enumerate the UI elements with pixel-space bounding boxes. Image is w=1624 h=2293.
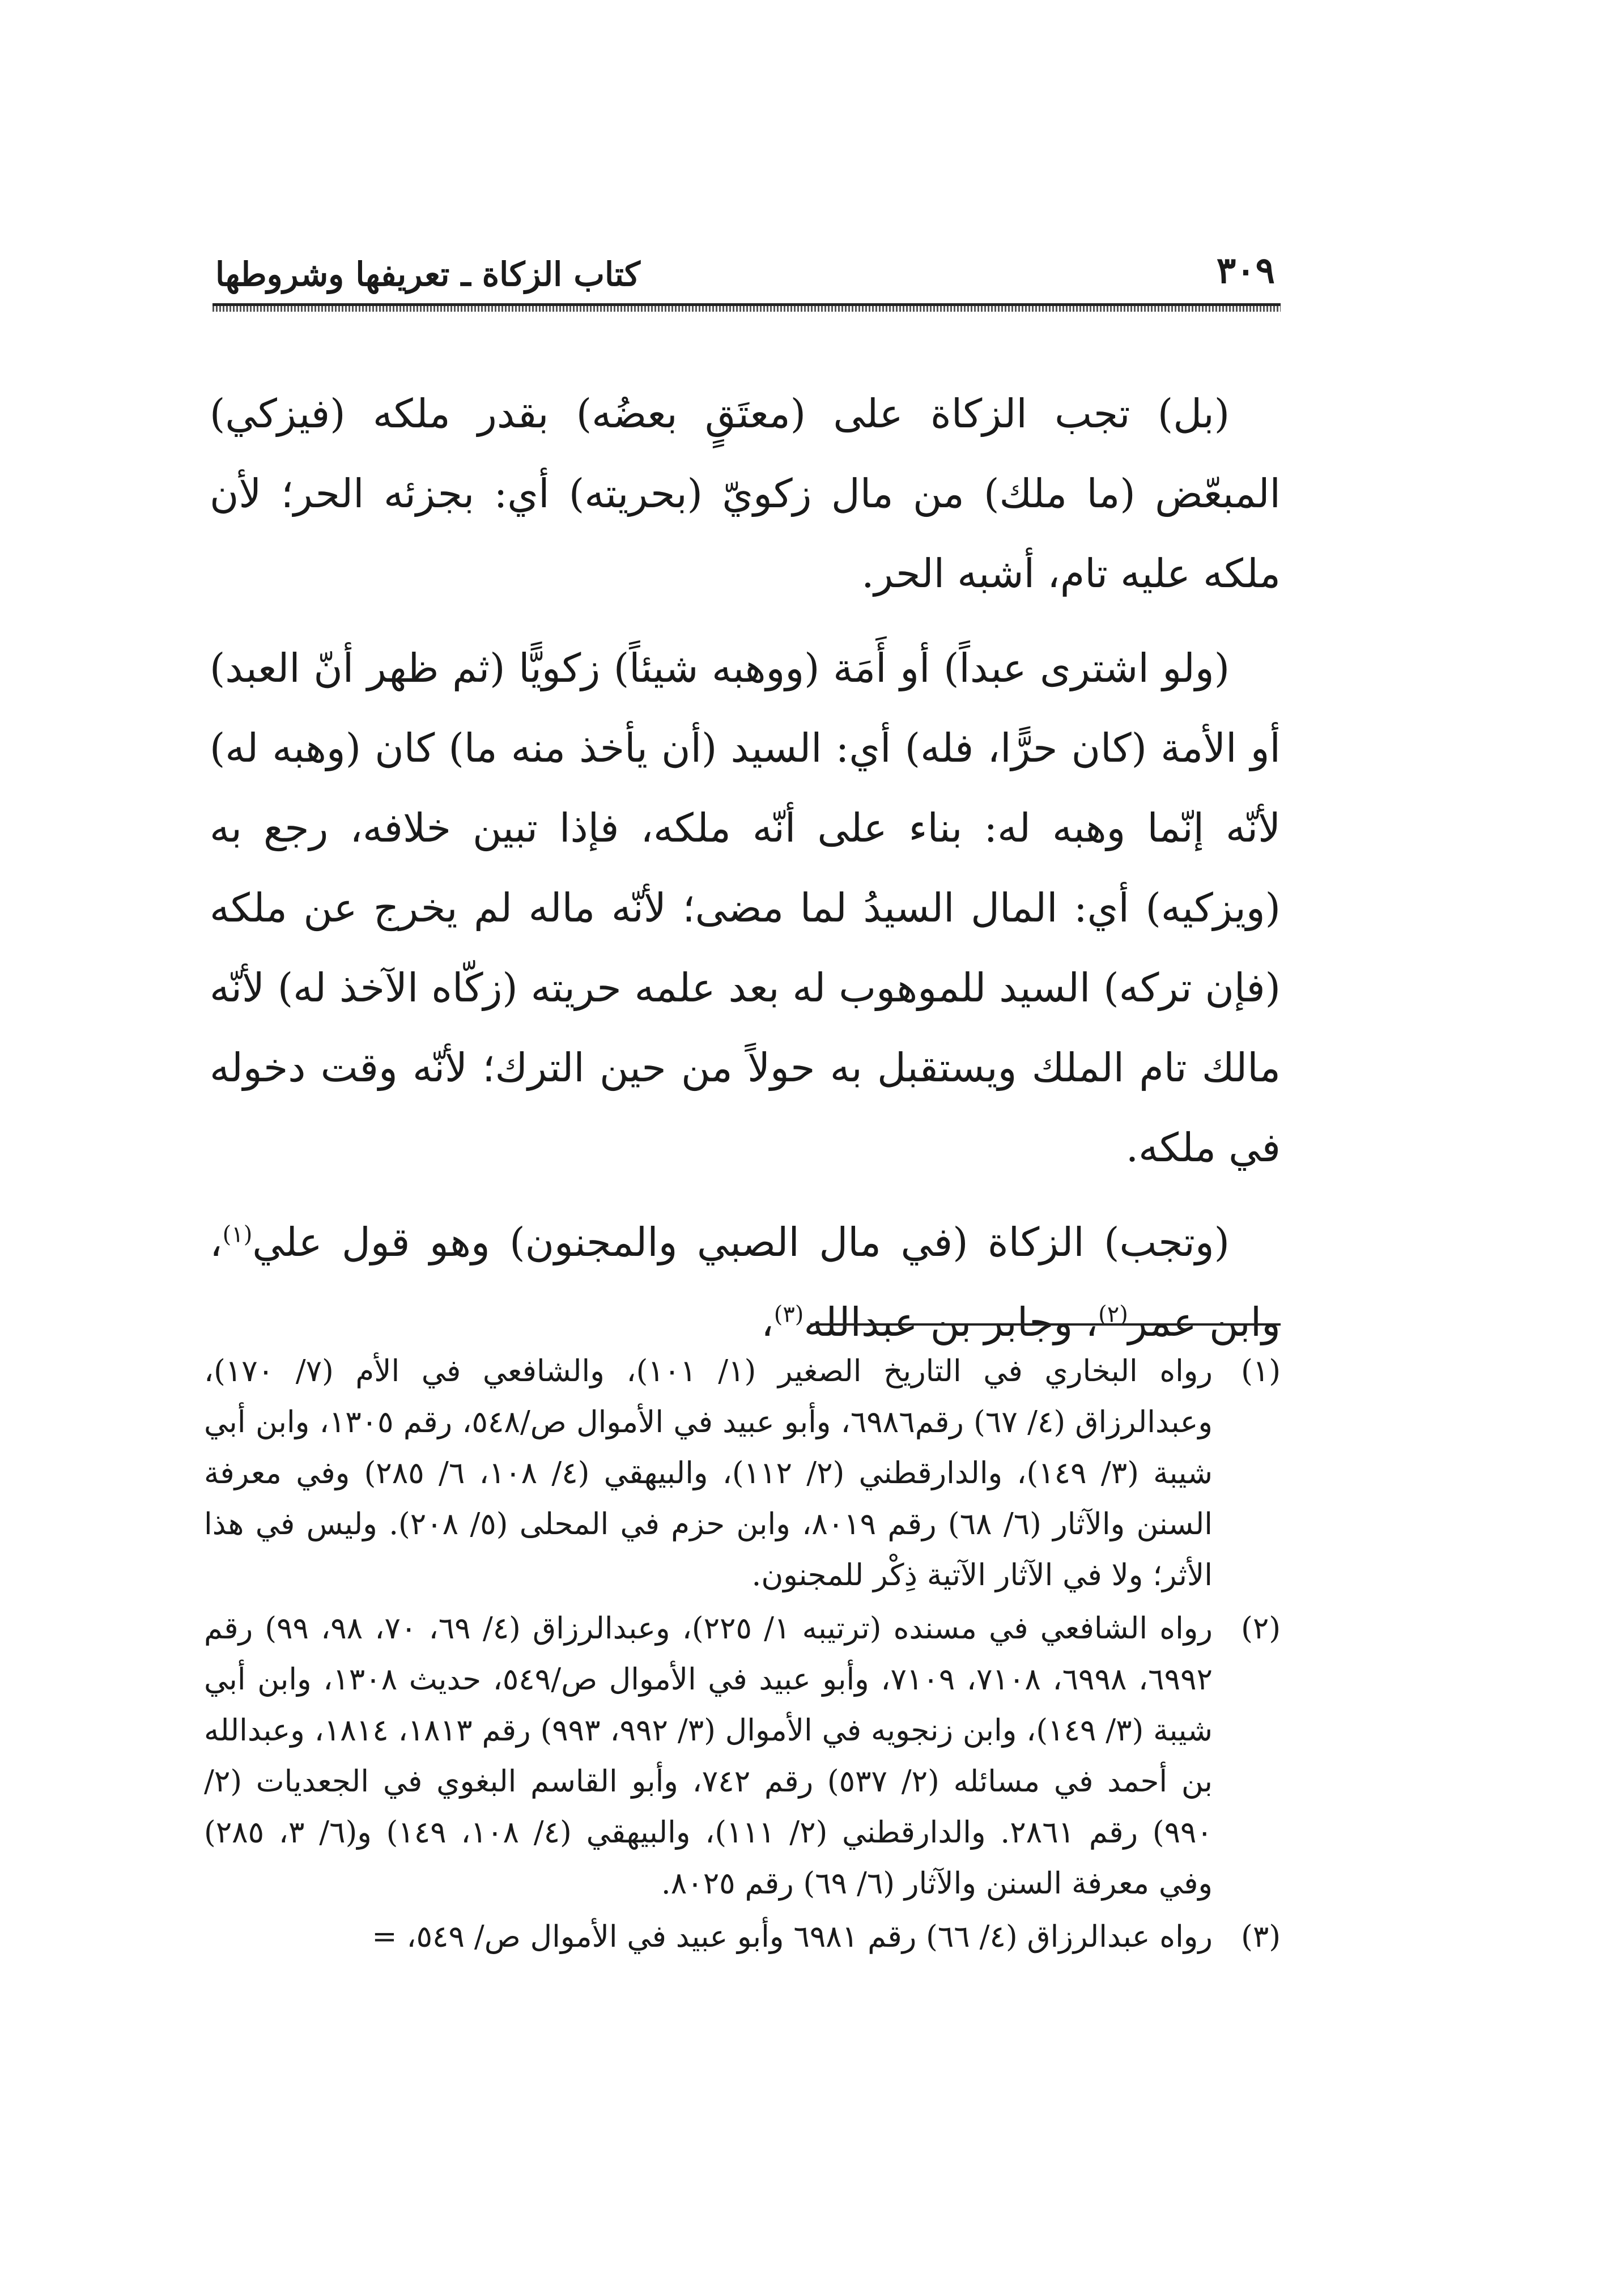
page-number: ٣٠٩	[1216, 249, 1275, 292]
footnote-1	[204, 1346, 1281, 1601]
footnote-text: رواه الشافعي في مسنده (ترتيبه ١/ ٢٢٥)، وعبدالرزاق (٤/ ٦٩، ٧٠، ٩٨، ٩٩) رقم ٦٩٩٢، ٦٩٩٨، ٧١٠٨، ٧١٠٩، وأبو عبيد في الأموال ص/٥٤٩، حديث ١٣٠٨، وابن أبي شيبة (٣/ ١٤٩)، وابن زنجويه في الأموال (٣/ ٩٩٢، ٩٩٣) رقم ١٨١٣، ١٨١٤، وعبدالله بن أحمد في مسائله (٢/ ٥٣٧) رقم ٧٤٢، وأبو القاسم البغوي في الجعديات (٢/ ٩٩٠) رقم ٢٨٦١. والدارقطني (٢/ ١١١)، والبيهقي (٤/ ١٠٨، ١٤٩) و(٦/ ٣، ٢٨٥) وفي معرفة السنن والآثار (٦/ ٦٩) رقم ٨٠٢٥.	[204, 1611, 1213, 1901]
footnote-3	[204, 1912, 1281, 1963]
footnote-2	[204, 1603, 1281, 1909]
footnote-number: (١)	[1241, 1354, 1281, 1388]
page-header	[215, 238, 1275, 300]
footnotes	[204, 1346, 1281, 1965]
paragraph-1: (بل) تجب الزكاة على (معتَقٍ بعضُه) بقدر ملكه (فيزكي) المبعّض (ما ملك) من مال زكويّ (بحريته) أي: بجزئه الحر؛ لأن ملكه عليه تام، أشبه الحر.	[210, 390, 1281, 597]
footnote-number: (٢)	[1241, 1611, 1281, 1646]
footnote-text: رواه البخاري في التاريخ الصغير (١/ ١٠١)، والشافعي في الأم (٧/ ١٧٠)، وعبدالرزاق (٤/ ٦٧) رقم٦٩٨٦، وأبو عبيد في الأموال ص/٥٤٨، رقم ١٣٠٥، وابن أبي شيبة (٣/ ١٤٩)، والدارقطني (٢/ ١١٢)، والبيهقي (٤/ ١٠٨، ٦/ ٢٨٥) وفي معرفة السنن والآثار (٦/ ٦٨) رقم ٨٠١٩، وابن حزم في المحلى (٥/ ٢٠٨). وليس في هذا الأثر؛ ولا في الآثار الآتية ذِكْر للمجنون.	[204, 1354, 1213, 1593]
header-rule	[212, 303, 1281, 312]
paragraph-3-part-c: ، وجابر بن عبدالله	[804, 1299, 1099, 1345]
paragraph-3-part-a: (وتجب) الزكاة (في مال الصبي والمجنون) وهو قول علي	[252, 1219, 1230, 1266]
footnote-separator	[810, 1323, 1281, 1326]
paragraph-3	[210, 1203, 1281, 1362]
running-title: كتاب الزكاة ـ تعريفها وشروطها	[215, 255, 640, 294]
footnote-ref-1[interactable]: (١)	[222, 1221, 253, 1248]
paragraph-3-part-d: ،	[761, 1299, 774, 1345]
footnote-text: رواه عبدالرزاق (٤/ ٦٦) رقم ٦٩٨١ وأبو عبيد في الأموال ص/ ٥٤٩، =	[372, 1920, 1213, 1954]
footnote-ref-3[interactable]: (٣)	[773, 1301, 804, 1328]
footnote-ref-2[interactable]: (٢)	[1098, 1301, 1128, 1328]
paragraph-3-part-b: ، وابن عمر	[210, 1219, 1281, 1345]
footnote-number: (٣)	[1241, 1920, 1281, 1954]
paragraph-2: (ولو اشترى عبداً) أو أَمَة (ووهبه شيئاً) زكويًّا (ثم ظهر أنّ العبد) أو الأمة (كان حرًّا، فله) أي: السيد (أن يأخذ منه ما) كان (وهبه له) لأنّه إنّما وهبه له: بناء على أنّه ملكه، فإذا تبين خلافه، رجع به (ويزكيه) أي: المال السيدُ لما مضى؛ لأنّه ماله لم يخرج عن ملكه (فإن تركه) السيد للموهوب له بعد علمه حريته (زكّاه الآخذ له) لأنّه مالك تام الملك ويستقبل به حولاً من حين الترك؛ لأنّه وقت دخوله في ملكه.	[210, 645, 1281, 1171]
main-text	[210, 374, 1281, 1377]
